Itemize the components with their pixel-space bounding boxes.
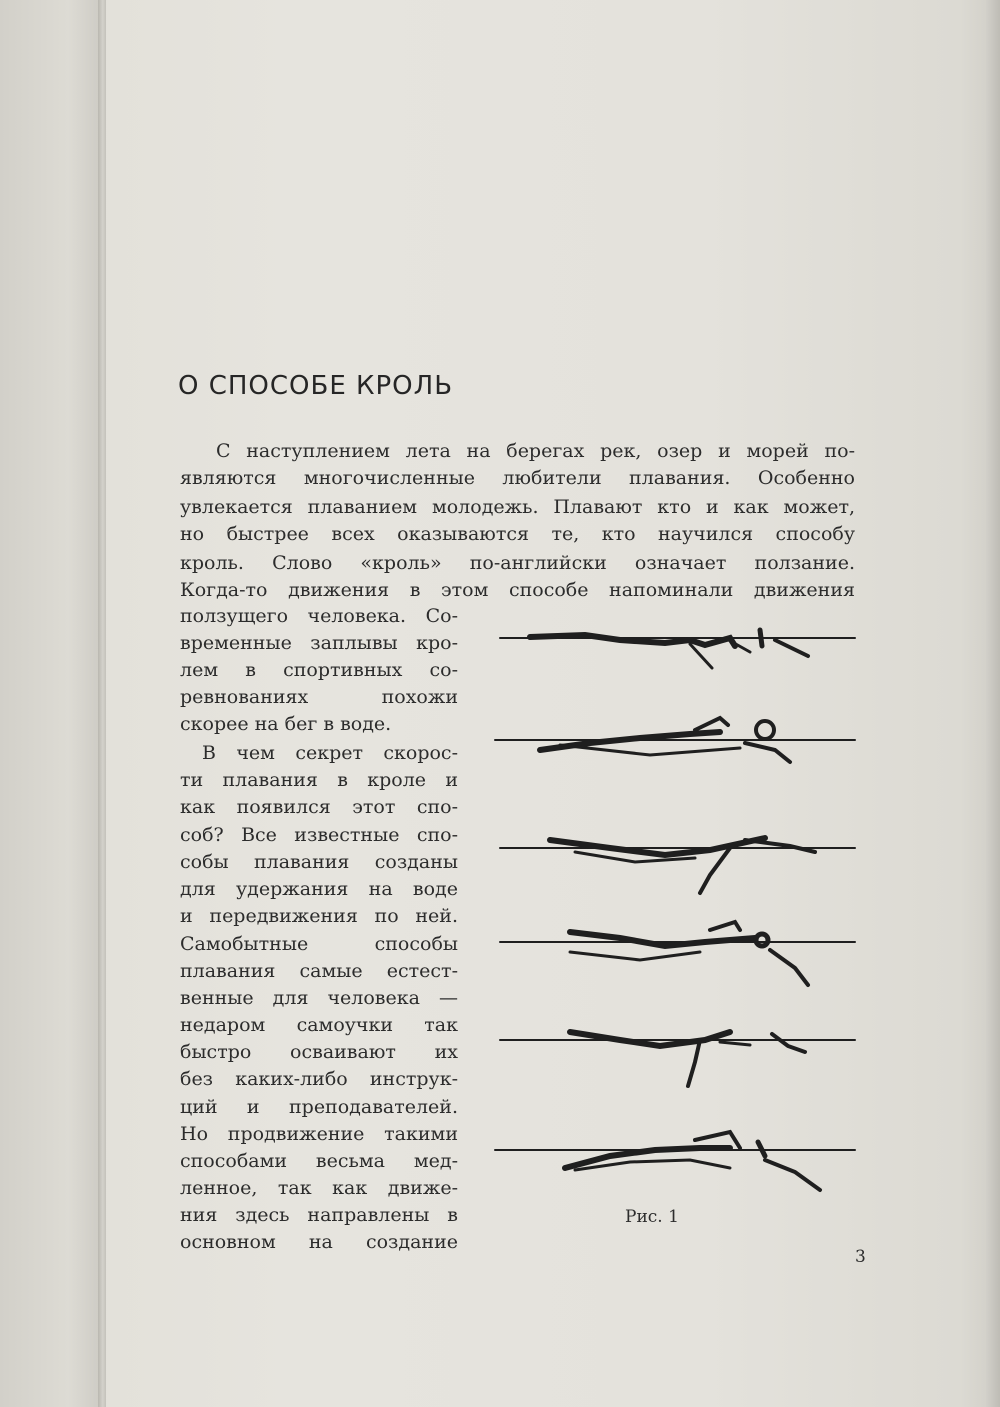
swimmer-stroke-phase-5 <box>500 1032 855 1086</box>
body-text-line: но быстрее всех оказываются те, кто научился способу <box>180 523 855 545</box>
body-text-line: ций и преподавателей. <box>180 1096 458 1118</box>
swimmer-figure <box>490 600 870 1220</box>
figure-caption: Рис. 1 <box>625 1207 679 1227</box>
swimmer-stroke-phase-3 <box>500 838 855 893</box>
body-text-line: без каких-либо инструк- <box>180 1068 458 1090</box>
page-number: 3 <box>855 1247 866 1267</box>
swimmer-stroke-phase-1 <box>500 630 855 668</box>
left-page-edge <box>0 0 98 1407</box>
page-heading: О СПОСОБЕ КРОЛЬ <box>178 371 454 401</box>
body-text-line: недаром самоучки так <box>180 1014 458 1036</box>
page-right-edge <box>986 0 1000 1407</box>
body-text-line: В чем секрет скорос- <box>202 742 458 764</box>
body-text-line: Когда-то движения в этом способе напоминали движения <box>180 579 855 601</box>
body-text-line: основном на создание <box>180 1231 458 1253</box>
body-text-line: лем в спортивных со- <box>180 659 458 681</box>
body-text-line: Самобытные способы <box>180 933 458 955</box>
body-text-line: увлекается плаванием молодежь. Плавают кто и как может, <box>180 496 855 518</box>
body-text-line: С наступлением лета на берегах рек, озер и морей по- <box>216 440 855 462</box>
body-text-line: плавания самые естест- <box>180 960 458 982</box>
book-spine <box>98 0 106 1407</box>
body-text-line: способами весьма мед- <box>180 1150 458 1172</box>
body-text-line: Но продвижение такими <box>180 1123 458 1145</box>
body-text-line: ленное, так как движе- <box>180 1177 458 1199</box>
body-text-line: скорее на бег в воде. <box>180 713 392 735</box>
body-text-line: кроль. Слово «кроль» по-английски означает ползание. <box>180 552 855 574</box>
body-text-line: ния здесь направлены в <box>180 1204 458 1226</box>
swimmer-stroke-phase-6 <box>495 1132 855 1190</box>
body-text-line: ти плавания в кроле и <box>180 769 458 791</box>
body-text-line: и передвижения по ней. <box>180 905 458 927</box>
body-text-line: ревнованиях похожи <box>180 686 458 708</box>
body-text-line: быстро осваивают их <box>180 1041 458 1063</box>
body-text-line: являются многочисленные любители плавания. Особенно <box>180 467 855 489</box>
swimmer-stroke-phase-2 <box>495 718 855 762</box>
body-text-line: временные заплывы кро- <box>180 632 458 654</box>
body-text-line: как появился этот спо- <box>180 796 458 818</box>
body-text-line: ползущего человека. Со- <box>180 605 458 627</box>
body-text-line: для удержания на воде <box>180 878 458 900</box>
body-text-line: соб? Все известные спо- <box>180 824 458 846</box>
body-text-line: венные для человека — <box>180 987 458 1009</box>
swimmer-stroke-phase-4 <box>500 922 855 985</box>
body-text-line: собы плавания созданы <box>180 851 458 873</box>
